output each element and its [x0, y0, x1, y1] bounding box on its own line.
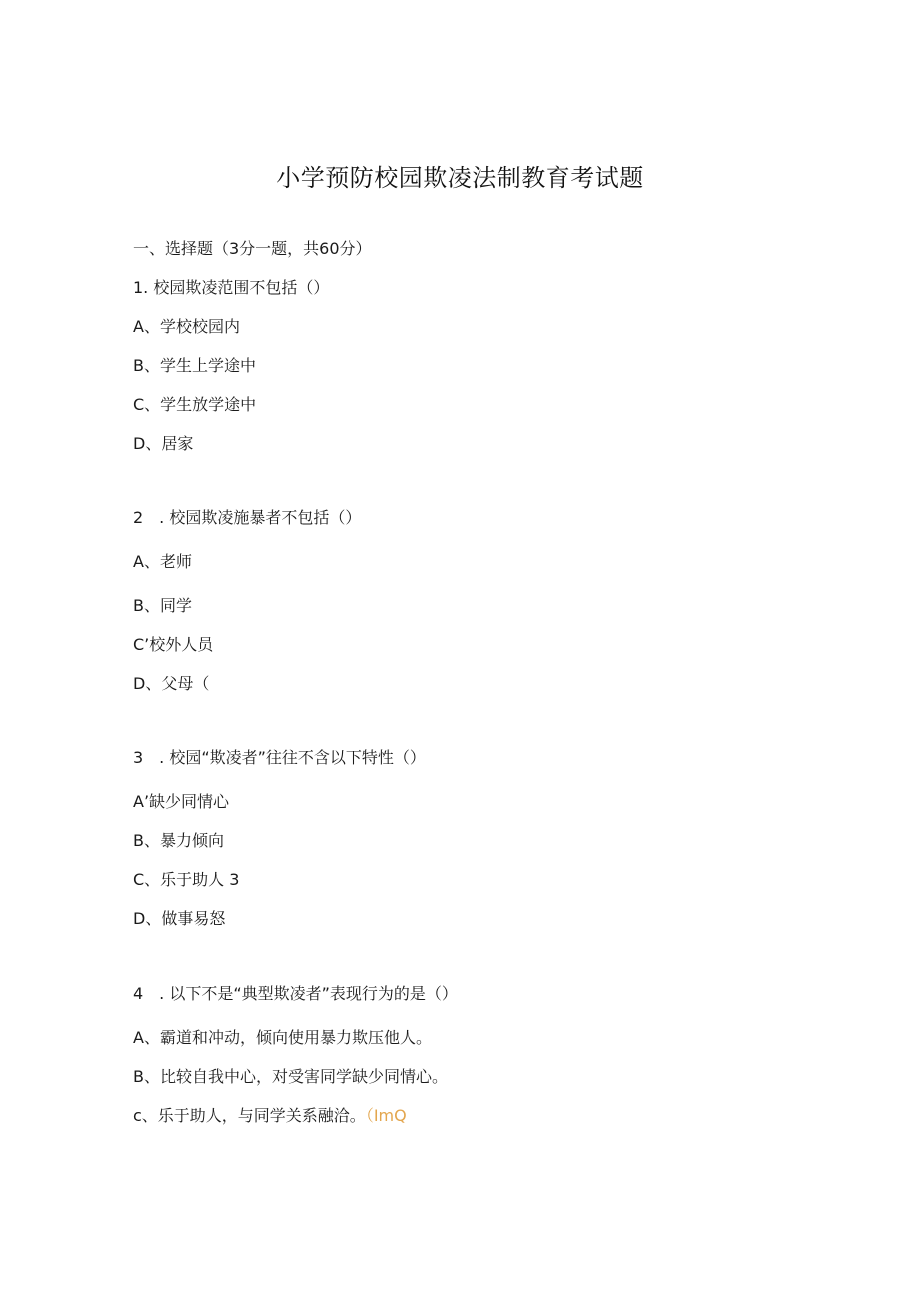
- question-2-stem: 2 . 校园欺凌施暴者不包括（）: [133, 508, 362, 527]
- question-3-option-d: D、做事易怒: [133, 909, 226, 928]
- question-2-option-c: C’校外人员: [133, 635, 214, 654]
- question-4-option-b: B、比较自我中心，对受害同学缺少同情心。: [133, 1067, 448, 1086]
- question-4-stem: 4 . 以下不是“典型欺凌者”表现行为的是（）: [133, 984, 458, 1003]
- section-heading: 一、选择题（3分一题，共60分）: [133, 239, 372, 258]
- question-4-annotation: （ImQ: [365, 1106, 407, 1125]
- question-1-option-b: B、学生上学途中: [133, 356, 256, 375]
- question-1-option-d: D、居家: [133, 434, 194, 453]
- question-2-option-d: D、父母（: [133, 674, 210, 693]
- question-1-stem: 1. 校园欺凌范围不包括（）: [133, 278, 330, 297]
- question-3-option-c: C、乐于助人 3: [133, 870, 240, 889]
- question-2-option-a: A、老师: [133, 552, 192, 571]
- question-2-option-b: B、同学: [133, 596, 192, 615]
- question-3-option-a: A’缺少同情心: [133, 792, 230, 811]
- question-3-option-b: B、暴力倾向: [133, 831, 224, 850]
- page-title: 小学预防校园欺凌法制教育考试题: [276, 164, 644, 192]
- question-4-option-a: A、霸道和冲动，倾向使用暴力欺压他人。: [133, 1028, 432, 1047]
- question-3-stem: 3 . 校园“欺凌者”往往不含以下特性（）: [133, 748, 426, 767]
- question-1-option-c: C、学生放学途中: [133, 395, 257, 414]
- question-4-option-c-text: c、乐于助人，与同学关系融洽。: [133, 1106, 366, 1125]
- question-4-option-c: [133, 1105, 407, 1127]
- question-1-option-a: A、学校校园内: [133, 317, 240, 336]
